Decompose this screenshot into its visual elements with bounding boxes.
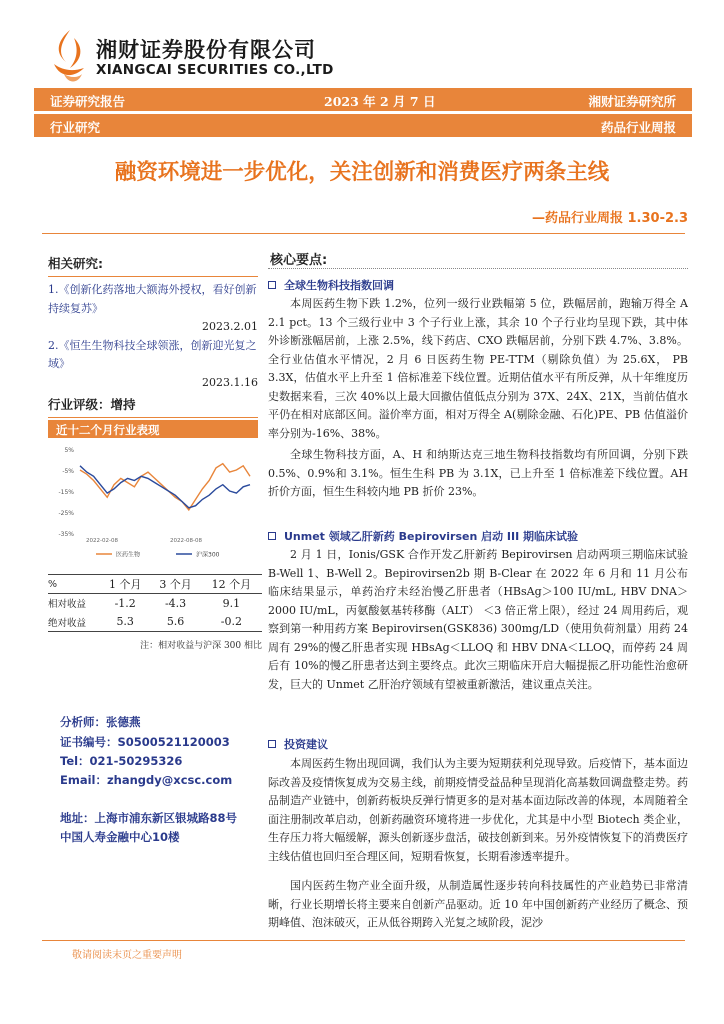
related-research-list [48,281,258,392]
paragraph: 2 月 1 日，Ionis/GSK 合作开发乙肝新药 Bepirovirsen 启动两项三期临床试验 B-Well 1、B-Well 2。Bepirovirsen2b 期 B-Clear 在 2022 年 6 月和 11 月公布临床结果显示，单药治疗未经治慢乙肝患者（HBsAg＞100 IU/mL, HBV DNA＞2000 IU/mL，丙氨酸氨基转移酶（ALT） ＜3 倍正常上限），经过 24 周用药后，观察到第一种用药方案 Bepirovirsen(GSK836) 300mg/LD（使用负荷剂量）用药 24 周有 29%的慢乙肝患者实现 HBsAg＜LLOQ 和 HBV DNA＜LLOQ，而停药 24 周后有 10%的慢乙肝患者达到主要终点。此次三期临床开启大幅提振乙肝功能性治愈研发，巨大的 Unmet 乙肝治疗领域有望被重新激活，建议重点关注。 [268,548,688,691]
section-heading: 投资建议 [268,736,328,752]
related-item-date: 2023.1.16 [202,375,258,389]
report-title: 融资环境进一步优化，关注创新和消费医疗两条主线 [114,160,610,185]
row-label: 绝对收益 [48,613,100,632]
divider [42,233,685,234]
paragraph: 国内医药生物产业全面升级，从制造属性逐步转向科技属性的产业趋势已非常清晰，行业长期增长将主要来自创新产品驱动。近 10 年中国创新药产业经历了概念、预期峰值、泡沫破灭，正从低谷期跨入光复之域阶段，泥沙 [268,879,688,929]
section-heading: 全球生物科技指数回调 [268,277,394,293]
table-row [48,594,262,613]
paragraph: 全球生物科技方面，A、H 和纳斯达克三地生物科技指数均有所回调，分别下跌 0.5%、0.9%和 3.1%。恒生生科 PB 为 3.1X，已上升至 1 倍标准差下线位置。AH 折价方面，恒生生科较内地 PB 折价 23%。 [268,448,688,498]
related-item-title[interactable]: 1.《创新化药落地大额海外授权，看好创新持续复苏》 [48,283,257,315]
analyst-cert: 证书编号：S0500521120003 [60,735,230,749]
analyst-tel: Tel：021-50295326 [60,754,183,768]
paragraph: 本周医药生物下跌 1.2%，位列一级行业跌幅第 5 位，跌幅居前，跑输万得全 A 2.1 pct。13 个三级行业中 3 个子行业上涨，其余 10 个子行业均呈现下跌，其中体外诊断涨幅居前，上涨 2.5%，线下药店、CXO 跌幅居前，分别下跌 4.7%、3.8%。全行业估值水平情况，2 月 6 日医药生物 PE-TTM（剔除负值）为 25.6X， PB 3.3X，估值水平上升至 1 倍标准差下线位置。近期估值水平有所反弹，从十年维度历史数据来看，三次 40%以上最大回撤估值低点分别为 37X、24X、21X，当前估值水平仍在相对底部区间。溢价率方面，相对万得全 A(剔除金融、石化)PE、PB 估值溢价率分别为-16%、38%。 [268,297,688,440]
table-header: 12 个月 [201,575,262,594]
related-item-title[interactable]: 2.《恒生生物科技全球领涨，创新迎光复之域》 [48,338,257,370]
table-cell: -4.3 [164,596,187,610]
report-series: 药品行业周报 [600,120,676,135]
table-note: 注：相对收益与沪深 300 相比 [140,641,262,651]
y-tick-label: -15% [58,489,74,496]
x-tick-label: 2022-02-08 [86,538,118,544]
company-logo-icon [50,28,86,86]
performance-table [48,574,262,632]
series-line [80,466,250,508]
related-research-heading: 相关研究: [48,254,258,277]
table-header-row [48,575,262,594]
analyst-address-line2: 中国人寿金融中心10楼 [60,830,180,844]
checkbox-bullet-icon [268,532,276,540]
table-row [48,613,262,632]
section-heading: Unmet 领域乙肝新药 Bepirovirsen 启动 III 期临床试验 [268,528,578,544]
table-header: % [48,575,100,594]
y-tick-label: -5% [62,468,74,475]
related-item[interactable] [48,337,258,393]
report-subtitle: —药品行业周报 1.30-2.3 [531,211,688,226]
divider [268,268,688,269]
company-name-cn: 湘财证券股份有限公司 [96,38,316,62]
legend-label: 沪深300 [196,551,220,559]
x-tick-label: 2022-08-08 [170,538,202,544]
analyst-name: 分析师：张德燕 [60,715,141,729]
related-item[interactable] [48,281,258,337]
core-points-heading: 核心要点: [270,253,328,268]
divider [42,940,685,941]
industry-rating: 行业评级：增持 [48,395,258,418]
analyst-email[interactable]: Email：zhangdy@xcsc.com [60,773,233,787]
header-band-top [34,88,692,111]
table-header: 3 个月 [150,575,200,594]
checkbox-bullet-icon [268,740,276,748]
related-item-date: 2023.2.01 [202,320,258,333]
table-cell: 9.1 [222,596,241,610]
performance-chart [48,441,258,567]
legend-label: 医药生物 [116,551,141,559]
y-tick-label: 5% [64,447,74,454]
checkbox-bullet-icon [268,281,276,289]
table-cell: 5.3 [100,613,150,632]
report-type: 证券研究报告 [50,94,126,109]
report-date: 2023 年 2 月 7 日 [324,94,436,109]
y-tick-label: -35% [58,531,74,538]
y-tick-label: -25% [58,510,74,517]
row-label: 相对收益 [48,599,87,611]
table-cell: -0.2 [201,613,262,632]
header-band-bottom [34,114,692,137]
paragraph: 本周医药生物出现回调，我们认为主要为短期获利兑现导致。后疫情下，基本面边际改善及疫情恢复成为交易主线，前期疫情受益品种呈现消化高基数回调盘整走势。药品制造产业链中，创新药板块反弹行情更多的是对基本面边际改善的体现，本周随着全面注册制改革启动，创新药融资环境将进一步优化，尤其是中小型 Biotech 类企业，生存压力将大幅缓解，源头创新逐步盘活，破技创新到来。另外疫情恢复下的消费医疗主线估值也回归至合理区间，短期看恢复，长期看渗透率提升。 [268,757,688,863]
research-category: 行业研究 [50,120,101,135]
footer-disclaimer[interactable]: 敬请阅读末页之重要声明 [72,950,182,961]
table-cell: -1.2 [114,596,136,610]
analyst-address: 地址：上海市浦东新区银城路88号 [60,811,238,825]
institute-name: 湘财证券研究所 [588,94,676,109]
performance-heading: 近十二个月行业表现 [48,420,258,438]
table-header: 1 个月 [100,575,150,594]
table-cell: 5.6 [150,613,200,632]
company-name-en: XIANGCAI SECURITIES CO.,LTD [96,62,334,78]
